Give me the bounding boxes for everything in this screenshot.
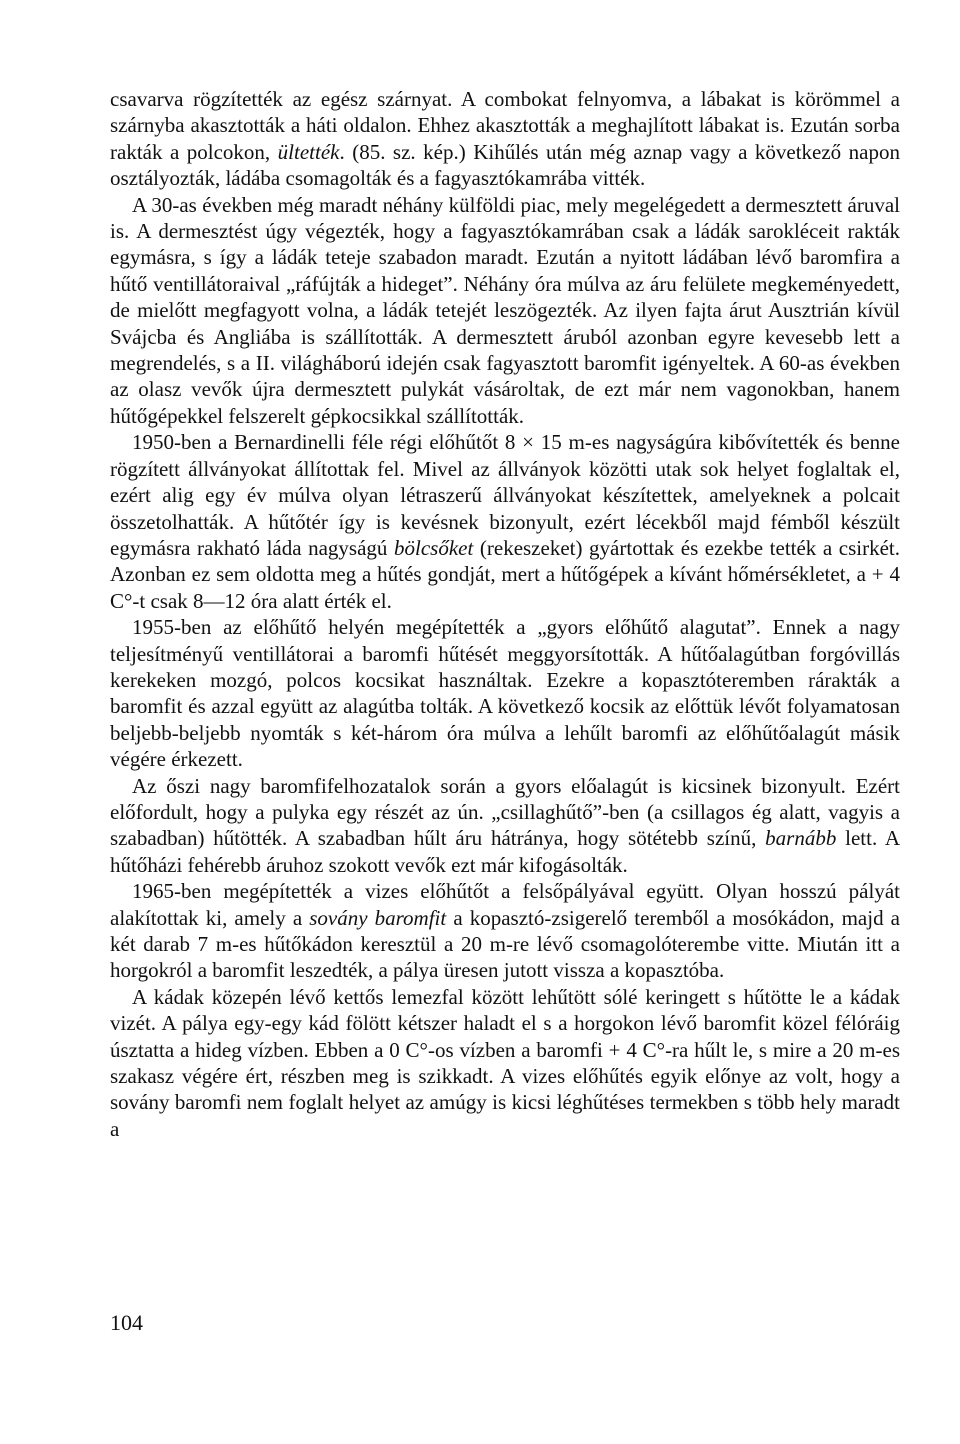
page-body (110, 86, 900, 1142)
text-run: A 30-as években még maradt néhány külföldi piac, mely megelégedett a dermesztett áruval is. A dermesztést úgy végezték, hogy a fagyasztókamrában csak a ládák sarokléceit rakták egymásra, s így a ládák teteje szabadon maradt. Ezután a nyitott ládában lévő baromfira a hűtő ventillátoraival „ráfújták a hideget”. Néhány óra múlva az áru felülete megkeményedett, de mielőtt megfagyott volna, a ládák tetejét leszögezték. Az ilyen fajta árut Ausztrián kívül Svájcba és Angliába is szállították. A dermesztett áruból azonban egyre kevesebb lett a megrendelés, s a II. világháború idején csak fagyasztott baromfit igényeltek. A 60-as években az olasz vevők újra dermesztett pulykát vásároltak, de ezt már nem vagonokban, hanem hűtőgépekkel felszerelt gépkocsikkal szállították. (110, 192, 900, 428)
paragraph-2 (110, 192, 900, 430)
text-run: (rekeszeket) gyártottak és ezekbe tették a csirkét. Azonban ez sem oldotta meg a hűtés gondját, mert a hűtőgépek a kívánt hőmérsékletet, a + 4 C°-t csak 8—12 óra alatt érték el. (110, 535, 900, 613)
page-number: 104 (110, 1310, 143, 1335)
italic-term: bölcsőket (394, 535, 474, 560)
text-run: 1965-ben megépítették a vizes előhűtőt a felsőpályával együtt. Olyan hosszú pályát alakítottak ki, amely a (110, 879, 900, 930)
paragraph-7 (110, 984, 900, 1142)
italic-term: barnább (765, 826, 837, 851)
text-run: Az őszi nagy baromfifelhozatalok során a gyors előalagút is kicsinek bizonyult. Ezért előfordult, hogy a pulyka egy részét az ún. „csillaghűtő”-ben (a csillagos ég alatt, vagyis a szabadban) hűtötték. A szabadban hűlt áru hátránya, hogy sötétebb színű, (110, 773, 900, 851)
paragraph-4 (110, 614, 900, 772)
paragraph-6 (110, 878, 900, 984)
italic-term: sovány baromfit (309, 905, 447, 930)
text-run: csavarva rögzítették az egész szárnyat. A combokat felnyomva, a lábakat is körömmel a szárnyba akasztották a háti oldalon. Ehhez akasztották a meghajlított lábakat is. Ezután sorba rakták a polcokon, (110, 87, 900, 164)
paragraph-5 (110, 773, 900, 879)
text-run: 1950-ben a Bernardinelli féle régi előhűtőt 8 × 15 m-es nagyságúra kibővítették és benne rögzített állványokat állítottak fel. Mivel az állványok közötti utak sok helyet foglaltak el, ezért alig egy év múlva olyan létraszerű állványokat készítettek, amelyeknek a polcait összetolhatták. A hűtőtér így is kevésnek bizonyult, ezért lécekből majd fémből készült egymásra rakható láda nagyságú (110, 430, 900, 560)
text-run: 1955-ben az előhűtő helyén megépítették a „gyors előhűtő alagutat”. Ennek a nagy teljesítményű ventillátorai a baromfi hűtését meggyorsították. A hűtőalagútban forgóvillás kerekeken mozgó, polcos kocsikat használtak. Ezekre a kopasztóteremben rárakták a baromfit és azzal együtt az alagútba tolták. A következő kocsik az előttük lévőt folyamatosan beljebb-beljebb nyomták s két-három óra múlva a lehűlt baromfi az előhűtőalagút másik végére érkezett. (110, 615, 900, 772)
italic-term: ültették (277, 139, 340, 164)
text-run: a kopasztó-zsigerelő teremből a mosókádon, majd a két darab 7 m-es hűtőkádon keresztül a 20 m-re lévő csomagolóterembe vitte. Miután itt a horgokról a baromfit leszedték, a pálya üresen jutott vissza a kopasztóba. (110, 905, 900, 983)
text-run: lett. A hűtőházi fehérebb áruhoz szokott vevők ezt már kifogásolták. (110, 826, 900, 877)
paragraph-1 (110, 86, 900, 192)
text-run: . (85. sz. kép.) Kihűlés után még aznap vagy a következő napon osztályozták, ládába csomagolták és a fagyasztókamrába vitték. (110, 139, 900, 191)
paragraph-3 (110, 429, 900, 614)
text-run: A kádak közepén lévő kettős lemezfal között lehűtött sólé keringett s hűtötte le a kádak vizét. A pálya egy-egy kád fölött kétszer haladt el s a horgokon lévő baromfit közel félóráig úsztatta a hideg vízben. Ebben a 0 C°-os vízben a baromfi + 4 C°-ra hűlt le, s mire a 20 m-es szakasz végére ért, részben meg is szikkadt. A vizes előhűtés egyik előnye az volt, hogy a sovány baromfi nem foglalt helyet az amúgy is kicsi léghűtéses termekben s több hely maradt a (110, 984, 900, 1141)
